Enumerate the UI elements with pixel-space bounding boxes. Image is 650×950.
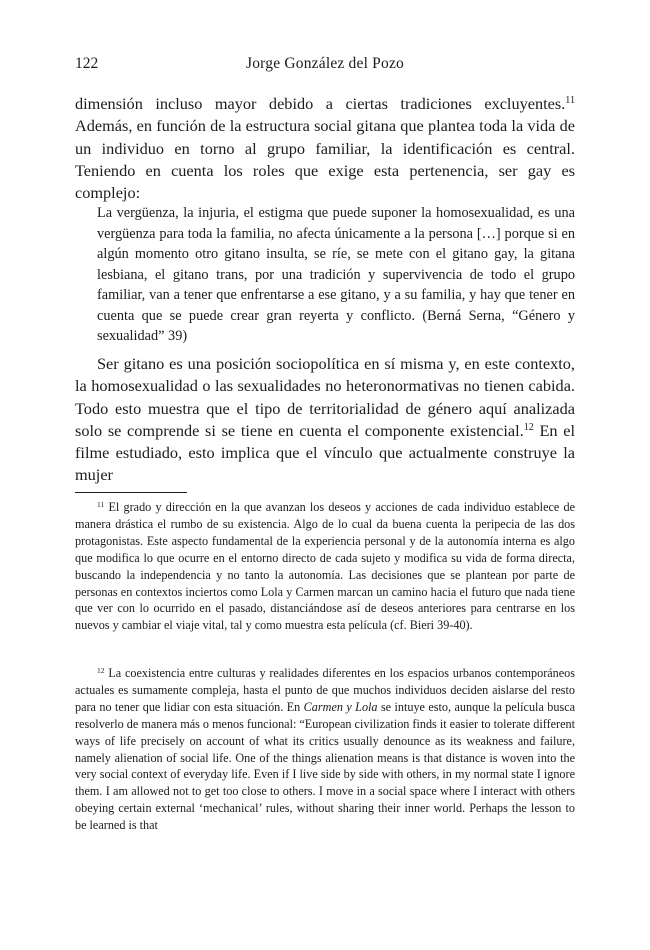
footnote-text: se intuye esto, aunque la película busca resolverlo de manera más o menos funcional: “European civilization finds it easier to tolerate different ways of life precisely on account of what its critics usually denounce as its weakness and failure, namely alienation of social life. One of the things alienation means is that distance is woven into the very social context of everyday life. Even if I live side by side with others, in my normal state I ignore them. I am allowed not to get too close to others. I move in a social space where I interact with others obeying certain external ‘mechanical’ rules, without sharing their inner world. Perhaps the lesson to be learned is that (75, 699, 576, 833)
footnote-12 (75, 665, 575, 834)
block-quotation: La vergüenza, la injuria, el estigma que puede suponer la homosexualidad, es una vergüenza para toda la familia, no afecta únicamente a la persona […] porque si en algún momento otro gitano insulta, se ríe, se mete con el gitano gay, la gitana lesbiana, el gitano trans, por una tradición y supervivencia de todo el grupo familiar, van a tener que enfrentarse a ese gitano, y a su familia, y hay que tener en cuenta que se puede crear gran reyerta y conflicto. (Berná Serna, “Género y sexualidad” 39) (97, 205, 575, 344)
footnote-number: 12 (97, 665, 105, 675)
page-number: 122 (75, 55, 99, 72)
body-paragraph-1 (75, 93, 575, 204)
film-title: Carmen y Lola (303, 699, 378, 714)
running-head: Jorge González del Pozo (246, 55, 404, 72)
body-paragraph-2 (75, 353, 575, 487)
paragraph-text: En el filme estudiado, esto implica que el vínculo que actualmente construye la mujer (75, 420, 575, 485)
paragraph-text: Ser gitano es una posición sociopolítica en sí misma y, en este contexto, la homosexualidad o las sexualidades no heteronormativas no tienen cabida. Todo esto muestra que el tipo de territorialidad de género aquí analizada solo se comprende si se tiene en cuenta el componente existencial. (75, 354, 575, 440)
footnote-number: 11 (97, 499, 105, 509)
footnote-text: El grado y dirección en la que avanzan los deseos y acciones de cada individuo establece de manera drástica el rumbo de su existencia. Algo de lo cual da buena cuenta la peripecia de las dos protagonistas. Este aspecto fundamental de la experiencia personal y de la autonomía interna es algo que modifica lo que ocurre en el entorno directo de cada sujeto y modifica su vida de forma directa, buscando la independencia y no tanto la autonomía. Las decisiones que se plantean por parte de personas en contextos inciertos como Lola y Carmen marcan un camino hacia el futuro que nada tiene que ver con lo ocurrido en el pasado, distanciándose así de deseos anteriores para centrarse en los nuevos y cambiar el viaje vital, tal y como muestra esta película (cf. Bieri 39-40). (75, 500, 575, 633)
paragraph-text: dimensión incluso mayor debido a ciertas tradiciones excluyentes. (75, 94, 566, 113)
page-header (75, 55, 575, 75)
paragraph-text: Además, en función de la estructura social gitana que plantea toda la vida de un individuo en torno al grupo familiar, la identificación es central. Teniendo en cuenta los roles que exige esta pertenencia, ser gay es complejo: (75, 116, 575, 203)
footnote-separator (75, 492, 187, 493)
footnote-ref-11: 11 (565, 95, 575, 107)
footnote-ref-12: 12 (523, 422, 534, 434)
footnote-text: La coexistencia entre culturas y realidades diferentes en los espacios urbanos contemporáneos actuales es sumamente compleja, hasta el punto de que muchos individuos deciden aislarse del resto para no tener que lidiar con esta situación. En (75, 666, 575, 714)
footnote-11 (75, 499, 575, 634)
